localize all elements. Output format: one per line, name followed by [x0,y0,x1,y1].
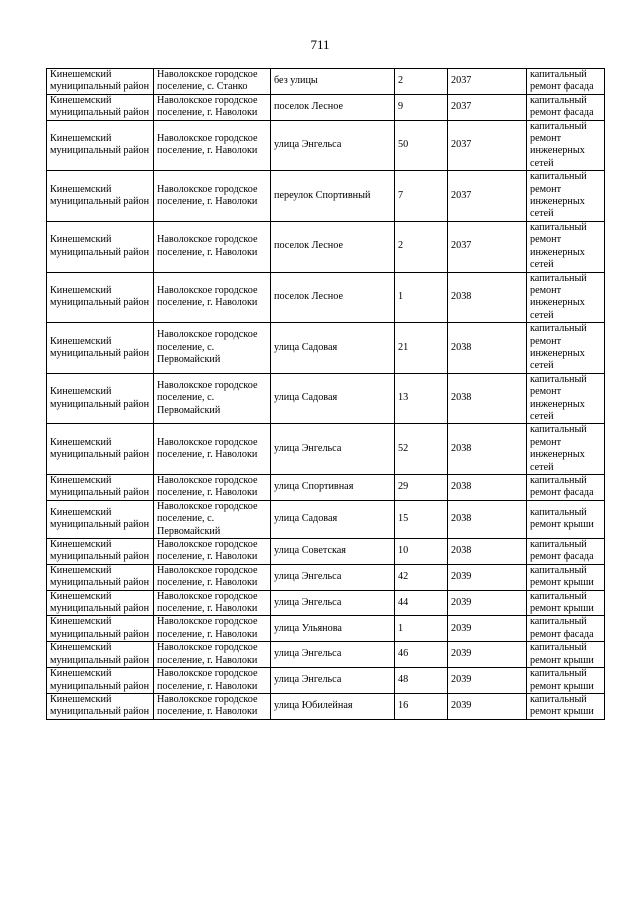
street-cell: улица Энгельса [271,590,395,616]
house-number-cell: 46 [395,642,448,668]
settlement-cell: Наволокское городское поселение, г. Наволоки [154,539,271,565]
municipality-cell: Кинешемский муниципальный район [47,323,154,374]
table-row [47,424,605,475]
settlement-cell: Наволокское городское поселение, г. Наволоки [154,94,271,120]
settlement-cell: Наволокское городское поселение, г. Наволоки [154,642,271,668]
municipality-cell: Кинешемский муниципальный район [47,642,154,668]
page-number: 711 [310,37,330,52]
work-type-cell: капитальный ремонт крыши [527,564,605,590]
table-row [47,564,605,590]
house-number-cell: 50 [395,120,448,171]
work-type-cell: капитальный ремонт крыши [527,642,605,668]
repair-schedule-table [46,68,605,720]
year-cell: 2038 [448,475,527,501]
municipality-cell: Кинешемский муниципальный район [47,539,154,565]
table-row [47,693,605,719]
table-row [47,94,605,120]
table-row [47,668,605,694]
year-cell: 2039 [448,668,527,694]
work-type-cell: капитальный ремонт крыши [527,668,605,694]
table-row [47,500,605,538]
street-cell: поселок Лесное [271,221,395,272]
house-number-cell: 13 [395,373,448,424]
settlement-cell: Наволокское городское поселение, г. Наволоки [154,221,271,272]
work-type-cell: капитальный ремонт фасада [527,475,605,501]
street-cell: улица Садовая [271,373,395,424]
house-number-cell: 16 [395,693,448,719]
house-number-cell: 1 [395,616,448,642]
table-row [47,642,605,668]
table-row [47,221,605,272]
work-type-cell: капитальный ремонт инженерных сетей [527,171,605,222]
work-type-cell: капитальный ремонт фасада [527,69,605,95]
house-number-cell: 2 [395,69,448,95]
house-number-cell: 1 [395,272,448,323]
street-cell: без улицы [271,69,395,95]
settlement-cell: Наволокское городское поселение, г. Наволоки [154,668,271,694]
table-row [47,539,605,565]
street-cell: улица Энгельса [271,120,395,171]
year-cell: 2038 [448,323,527,374]
settlement-cell: Наволокское городское поселение, с. Первомайский [154,500,271,538]
municipality-cell: Кинешемский муниципальный район [47,424,154,475]
municipality-cell: Кинешемский муниципальный район [47,120,154,171]
house-number-cell: 42 [395,564,448,590]
settlement-cell: Наволокское городское поселение, г. Наволоки [154,616,271,642]
municipality-cell: Кинешемский муниципальный район [47,590,154,616]
year-cell: 2039 [448,693,527,719]
street-cell: улица Энгельса [271,424,395,475]
settlement-cell: Наволокское городское поселение, г. Наволоки [154,120,271,171]
municipality-cell: Кинешемский муниципальный район [47,373,154,424]
year-cell: 2039 [448,564,527,590]
street-cell: улица Энгельса [271,642,395,668]
work-type-cell: капитальный ремонт инженерных сетей [527,323,605,374]
year-cell: 2039 [448,590,527,616]
municipality-cell: Кинешемский муниципальный район [47,668,154,694]
settlement-cell: Наволокское городское поселение, г. Наволоки [154,693,271,719]
street-cell: улица Советская [271,539,395,565]
house-number-cell: 21 [395,323,448,374]
year-cell: 2038 [448,500,527,538]
municipality-cell: Кинешемский муниципальный район [47,272,154,323]
municipality-cell: Кинешемский муниципальный район [47,221,154,272]
house-number-cell: 10 [395,539,448,565]
street-cell: улица Энгельса [271,668,395,694]
work-type-cell: капитальный ремонт фасада [527,539,605,565]
settlement-cell: Наволокское городское поселение, с. Первомайский [154,323,271,374]
municipality-cell: Кинешемский муниципальный район [47,69,154,95]
table-row [47,171,605,222]
street-cell: улица Ульянова [271,616,395,642]
work-type-cell: капитальный ремонт фасада [527,94,605,120]
table-row [47,323,605,374]
house-number-cell: 9 [395,94,448,120]
table-body [47,69,605,720]
settlement-cell: Наволокское городское поселение, с. Первомайский [154,373,271,424]
work-type-cell: капитальный ремонт фасада [527,616,605,642]
table-row [47,616,605,642]
year-cell: 2037 [448,94,527,120]
municipality-cell: Кинешемский муниципальный район [47,693,154,719]
table-row [47,120,605,171]
house-number-cell: 52 [395,424,448,475]
work-type-cell: капитальный ремонт инженерных сетей [527,424,605,475]
house-number-cell: 2 [395,221,448,272]
settlement-cell: Наволокское городское поселение, г. Наволоки [154,590,271,616]
settlement-cell: Наволокское городское поселение, г. Наволоки [154,475,271,501]
house-number-cell: 29 [395,475,448,501]
work-type-cell: капитальный ремонт крыши [527,693,605,719]
municipality-cell: Кинешемский муниципальный район [47,500,154,538]
house-number-cell: 15 [395,500,448,538]
table-row [47,590,605,616]
work-type-cell: капитальный ремонт инженерных сетей [527,120,605,171]
street-cell: переулок Спортивный [271,171,395,222]
work-type-cell: капитальный ремонт инженерных сетей [527,373,605,424]
street-cell: улица Юбилейная [271,693,395,719]
year-cell: 2037 [448,69,527,95]
year-cell: 2038 [448,272,527,323]
street-cell: улица Садовая [271,323,395,374]
settlement-cell: Наволокское городское поселение, г. Наволоки [154,564,271,590]
settlement-cell: Наволокское городское поселение, с. Станко [154,69,271,95]
work-type-cell: капитальный ремонт крыши [527,590,605,616]
house-number-cell: 44 [395,590,448,616]
work-type-cell: капитальный ремонт крыши [527,500,605,538]
work-type-cell: капитальный ремонт инженерных сетей [527,221,605,272]
year-cell: 2039 [448,642,527,668]
street-cell: улица Спортивная [271,475,395,501]
municipality-cell: Кинешемский муниципальный район [47,171,154,222]
street-cell: поселок Лесное [271,272,395,323]
settlement-cell: Наволокское городское поселение, г. Наволоки [154,171,271,222]
municipality-cell: Кинешемский муниципальный район [47,475,154,501]
year-cell: 2037 [448,221,527,272]
table-row [47,272,605,323]
year-cell: 2037 [448,120,527,171]
table-row [47,475,605,501]
table-row [47,69,605,95]
year-cell: 2038 [448,539,527,565]
street-cell: улица Садовая [271,500,395,538]
street-cell: поселок Лесное [271,94,395,120]
table-row [47,373,605,424]
municipality-cell: Кинешемский муниципальный район [47,616,154,642]
year-cell: 2038 [448,424,527,475]
house-number-cell: 48 [395,668,448,694]
municipality-cell: Кинешемский муниципальный район [47,564,154,590]
settlement-cell: Наволокское городское поселение, г. Наволоки [154,424,271,475]
year-cell: 2039 [448,616,527,642]
house-number-cell: 7 [395,171,448,222]
year-cell: 2037 [448,171,527,222]
work-type-cell: капитальный ремонт инженерных сетей [527,272,605,323]
street-cell: улица Энгельса [271,564,395,590]
settlement-cell: Наволокское городское поселение, г. Наволоки [154,272,271,323]
year-cell: 2038 [448,373,527,424]
municipality-cell: Кинешемский муниципальный район [47,94,154,120]
